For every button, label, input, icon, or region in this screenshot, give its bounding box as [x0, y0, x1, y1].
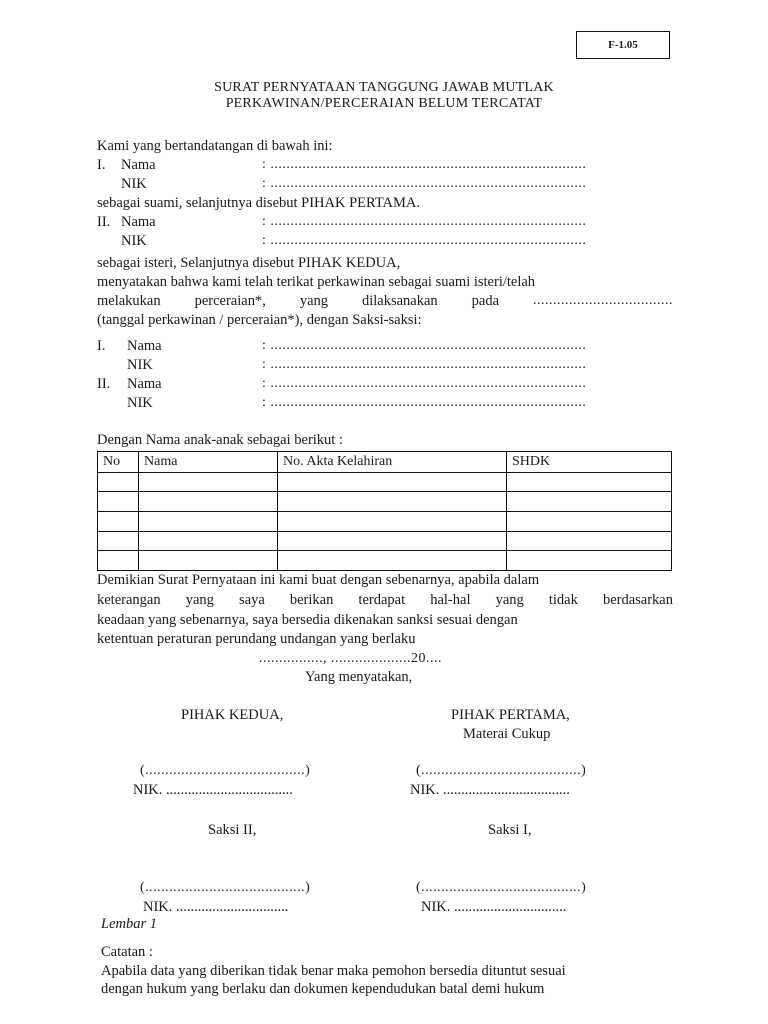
table-cell[interactable] — [507, 492, 672, 512]
header-akta: No. Akta Kelahiran — [278, 452, 507, 473]
statement-word: perceraian*, — [194, 293, 266, 309]
intro-text: Kami yang bertandatangan di bawah ini: — [97, 138, 333, 154]
party1-nik-label: NIK — [121, 176, 147, 192]
pihak-pertama-label: PIHAK PERTAMA, — [451, 707, 570, 723]
closing-word: berdasarkan — [602, 592, 673, 608]
statement-word: pada — [471, 293, 500, 309]
table-cell[interactable] — [139, 492, 278, 512]
table-row — [98, 472, 672, 492]
closing-word: berikan — [289, 592, 334, 608]
table-row — [98, 492, 672, 512]
table-row — [98, 512, 672, 532]
witness2-name-label: Nama — [127, 376, 162, 392]
party1-role-text: sebagai suami, selanjutnya disebut PIHAK PERTAMA. — [97, 195, 420, 211]
table-cell[interactable] — [98, 512, 139, 532]
saksi-i-signature-line[interactable]: (........................................) — [416, 880, 587, 895]
closing-word: tidak — [548, 592, 578, 608]
saksi-i-label: Saksi I, — [488, 822, 532, 838]
header-no: No — [98, 452, 139, 473]
materai-label: Materai Cukup — [463, 726, 551, 742]
statement-word: yang — [299, 293, 328, 309]
children-intro: Dengan Nama anak-anak sebagai berikut : — [97, 432, 343, 448]
witness1-nik-label: NIK — [127, 357, 153, 373]
statement-line-1: menyatakan bahwa kami telah terikat perkawinan sebagai suami isteri/telah — [97, 274, 536, 290]
statement-line-3: (tanggal perkawinan / perceraian*), dengan Saksi-saksi: — [97, 312, 422, 328]
table-row — [98, 531, 672, 551]
closing-word: yang — [495, 592, 524, 608]
header-nama: Nama — [139, 452, 278, 473]
witness2-nik-field[interactable]: : ............................................................................... — [262, 395, 587, 410]
closing-word: terdapat — [358, 592, 406, 608]
pihak-pertama-nik[interactable]: NIK. ................................... — [410, 782, 570, 798]
yang-menyatakan: Yang menyatakan, — [305, 669, 413, 685]
saksi-ii-label: Saksi II, — [208, 822, 257, 838]
table-cell[interactable] — [98, 492, 139, 512]
witness2-name-field[interactable]: : ............................................................................... — [262, 376, 587, 391]
title-line-1: SURAT PERNYATAAN TANGGUNG JAWAB MUTLAK — [214, 80, 554, 95]
party1-name-label: Nama — [121, 157, 156, 173]
witness1-name-label: Nama — [127, 338, 162, 354]
closing-word: keterangan — [97, 592, 161, 608]
witness1-nik-field[interactable]: : ............................................................................... — [262, 357, 587, 372]
witness1-number: I. — [97, 338, 106, 354]
pihak-kedua-label: PIHAK KEDUA, — [181, 707, 284, 723]
table-cell[interactable] — [278, 512, 507, 532]
closing-word: yang — [185, 592, 214, 608]
table-cell[interactable] — [507, 531, 672, 551]
closing-word: saya — [238, 592, 265, 608]
title-line-2: PERKAWINAN/PERCERAIAN BELUM TERCATAT — [225, 96, 543, 111]
witness2-number: II. — [97, 376, 111, 392]
note-title: Catatan : — [101, 944, 153, 960]
table-cell[interactable] — [278, 551, 507, 571]
date-field[interactable]: ................................... — [532, 293, 673, 308]
closing-line-1: Demikian Surat Pernyataan ini kami buat dengan sebenarnya, apabila dalam — [97, 572, 540, 588]
pihak-kedua-signature-line[interactable]: (........................................) — [140, 763, 311, 778]
closing-line-2 — [97, 592, 673, 609]
party2-nik-label: NIK — [121, 233, 147, 249]
witness2-nik-label: NIK — [127, 395, 153, 411]
pihak-kedua-nik[interactable]: NIK. ................................... — [133, 782, 293, 798]
table-cell[interactable] — [98, 531, 139, 551]
table-cell[interactable] — [278, 531, 507, 551]
party2-name-label: Nama — [121, 214, 156, 230]
statement-word: melakukan — [97, 293, 161, 309]
table-cell[interactable] — [139, 472, 278, 492]
pihak-pertama-signature-line[interactable]: (........................................) — [416, 763, 587, 778]
table-cell[interactable] — [98, 472, 139, 492]
header-shdk: SHDK — [507, 452, 672, 473]
party2-name-field[interactable]: : ............................................................................... — [262, 214, 587, 229]
table-row — [98, 551, 672, 571]
note-line-2: dengan hukum yang berlaku dan dokumen kependudukan batal demi hukum — [101, 981, 545, 997]
statement-word: dilaksanakan — [361, 293, 438, 309]
note-line-1: Apabila data yang diberikan tidak benar maka pemohon bersedia dituntut sesuai — [101, 963, 566, 979]
closing-line-4: ketentuan peraturan perundang undangan yang berlaku — [97, 631, 416, 647]
table-cell[interactable] — [139, 512, 278, 532]
saksi-ii-nik[interactable]: NIK. ............................... — [143, 899, 289, 915]
party2-role-text: sebagai isteri, Selanjutnya disebut PIHAK KEDUA, — [97, 255, 401, 271]
form-code: F-1.05 — [576, 31, 670, 59]
table-cell[interactable] — [139, 531, 278, 551]
table-cell[interactable] — [139, 551, 278, 571]
party1-nik-field[interactable]: : ............................................................................... — [262, 176, 587, 191]
closing-line-3: keadaan yang sebenarnya, saya bersedia dikenakan sanksi sesuai dengan — [97, 612, 518, 628]
table-cell[interactable] — [507, 472, 672, 492]
statement-line-2 — [97, 293, 673, 310]
table-cell[interactable] — [507, 512, 672, 532]
party1-name-field[interactable]: : ............................................................................... — [262, 157, 587, 172]
party1-number: I. — [97, 157, 106, 173]
saksi-i-nik[interactable]: NIK. ............................... — [421, 899, 567, 915]
lembar-label: Lembar 1 — [101, 916, 157, 932]
table-cell[interactable] — [278, 472, 507, 492]
table-cell[interactable] — [278, 492, 507, 512]
party2-nik-field[interactable]: : ............................................................................... — [262, 233, 587, 248]
place-date-field[interactable]: ................, ....................20.... — [259, 651, 442, 666]
closing-word: hal-hal — [430, 592, 471, 608]
table-header-row — [98, 452, 672, 473]
children-table — [97, 451, 672, 571]
saksi-ii-signature-line[interactable]: (........................................) — [140, 880, 311, 895]
table-cell[interactable] — [507, 551, 672, 571]
party2-number: II. — [97, 214, 111, 230]
table-cell[interactable] — [98, 551, 139, 571]
witness1-name-field[interactable]: : ............................................................................... — [262, 338, 587, 353]
